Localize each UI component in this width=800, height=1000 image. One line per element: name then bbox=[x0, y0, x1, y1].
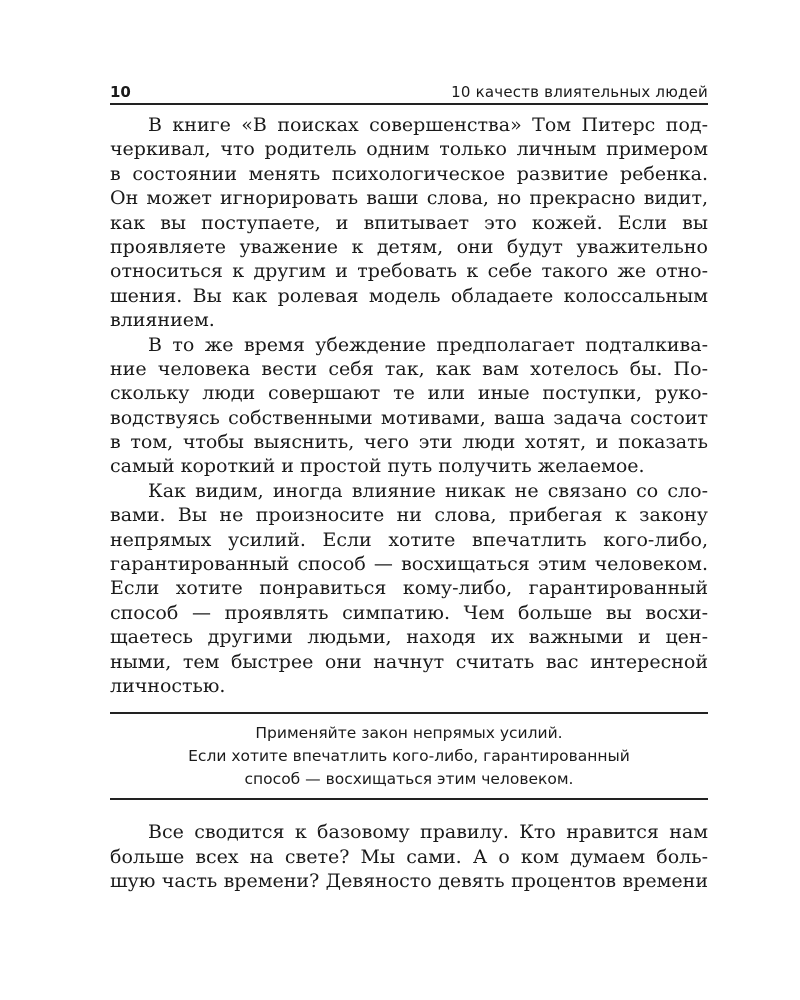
running-header bbox=[110, 80, 708, 105]
callout-box bbox=[110, 712, 708, 800]
text-line: ние человека вести себя так, как вам хотелось бы. По- bbox=[110, 357, 708, 380]
tail-text bbox=[110, 820, 708, 893]
paragraph-3 bbox=[110, 479, 708, 699]
book-title: 10 качеств влиятельных людей bbox=[451, 83, 708, 101]
text-line: ными, тем быстрее они начнут считать вас интересной bbox=[110, 650, 708, 673]
paragraph-1 bbox=[110, 113, 708, 333]
text-line: В то же время убеждение предполагает подталкива- bbox=[148, 333, 708, 356]
text-line: в том, чтобы выяснить, чего эти люди хотят, и показать bbox=[110, 431, 708, 454]
text-line: скольку люди совершают те или иные поступки, руко- bbox=[110, 382, 708, 405]
text-line: шую часть времени? Девяносто девять процентов времени bbox=[110, 869, 708, 892]
callout-line: способ — восхищаться этим человеком. bbox=[244, 769, 574, 788]
page-number: 10 bbox=[110, 83, 131, 101]
text-line: черкивал, что родитель одним только личным примером bbox=[110, 138, 708, 161]
text-line: относиться к другим и требовать к себе такого же отно- bbox=[110, 260, 708, 283]
text-line: водствуясь собственными мотивами, ваша задача состоит bbox=[110, 406, 708, 429]
callout-line: Применяйте закон непрямых усилий. bbox=[255, 724, 563, 743]
text-line: самый короткий и простой путь получить желаемое. bbox=[110, 455, 645, 478]
paragraph-4 bbox=[110, 820, 708, 893]
text-line: способ — проявлять симпатию. Чем больше вы восхи- bbox=[110, 601, 708, 624]
text-line: проявляете уважение к детям, они будут уважительно bbox=[110, 235, 708, 258]
text-line: вами. Вы не произносите ни слова, прибегая к закону bbox=[110, 504, 708, 527]
body-text bbox=[110, 113, 708, 698]
text-line: в состоянии менять психологическое развитие ребенка. bbox=[110, 162, 708, 185]
book-page bbox=[110, 80, 708, 893]
paragraph-2 bbox=[110, 333, 708, 479]
text-line: Если хотите понравиться кому-либо, гарантированный bbox=[110, 577, 708, 600]
text-line: непрямых усилий. Если хотите впечатлить кого-либо, bbox=[110, 528, 708, 551]
text-line: гарантированный способ — восхищаться этим человеком. bbox=[110, 553, 708, 576]
text-line: Как видим, иногда влияние никак не связано со сло- bbox=[148, 479, 708, 502]
text-line: влиянием. bbox=[110, 309, 215, 332]
text-line: личностью. bbox=[110, 674, 226, 697]
text-line: В книге «В поисках совершенства» Том Питерс под- bbox=[148, 114, 708, 136]
text-line: шения. Вы как ролевая модель обладаете колоссальным bbox=[110, 284, 708, 307]
callout-line: Если хотите впечатлить кого-либо, гарантированный bbox=[188, 746, 630, 765]
text-line: Он может игнорировать ваши слова, но прекрасно видит, bbox=[110, 187, 708, 210]
text-line: Все сводится к базовому правилу. Кто нравится нам bbox=[148, 821, 708, 844]
text-line: щаетесь другими людьми, находя их важными и цен- bbox=[110, 626, 708, 649]
text-line: как вы поступаете, и впитывает это кожей. Если вы bbox=[110, 211, 708, 234]
text-line: больше всех на свете? Мы сами. А о ком думаем боль- bbox=[110, 845, 708, 868]
